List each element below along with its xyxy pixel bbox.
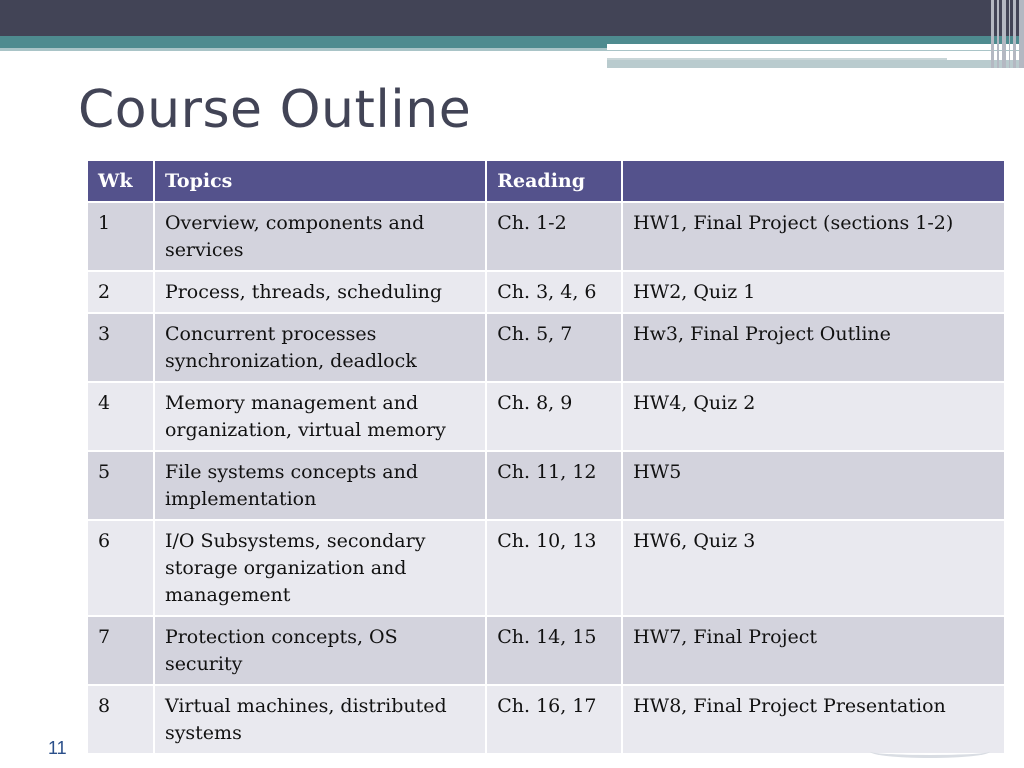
table-header-row xyxy=(87,160,1005,202)
header-band-gap xyxy=(607,44,1024,50)
cell-week: 1 xyxy=(87,202,154,271)
column-header-reading: Reading xyxy=(486,160,622,202)
header-band-right-strip xyxy=(607,51,947,60)
header-band-dark xyxy=(0,0,1024,36)
cell-assignment: HW1, Final Project (sections 1-2) xyxy=(622,202,1005,271)
cell-topic: File systems concepts and implementation xyxy=(154,451,486,520)
cell-reading: Ch. 10, 13 xyxy=(486,520,622,616)
cell-week: 7 xyxy=(87,616,154,685)
cell-reading: Ch. 1-2 xyxy=(486,202,622,271)
cell-assignment: Hw3, Final Project Outline xyxy=(622,313,1005,382)
cell-reading: Ch. 16, 17 xyxy=(486,685,622,754)
cell-reading: Ch. 3, 4, 6 xyxy=(486,271,622,313)
table-row xyxy=(87,202,1005,271)
cell-reading: Ch. 11, 12 xyxy=(486,451,622,520)
table-row xyxy=(87,616,1005,685)
slide-page-number: 11 xyxy=(48,738,67,758)
cell-assignment: HW6, Quiz 3 xyxy=(622,520,1005,616)
column-header-topics: Topics xyxy=(154,160,486,202)
table-row xyxy=(87,382,1005,451)
cell-week: 3 xyxy=(87,313,154,382)
cell-reading: Ch. 14, 15 xyxy=(486,616,622,685)
cell-topic: Memory management and organization, virtual memory xyxy=(154,382,486,451)
corner-accent xyxy=(870,745,990,758)
cell-assignment: HW2, Quiz 1 xyxy=(622,271,1005,313)
cell-week: 2 xyxy=(87,271,154,313)
column-header-assignments xyxy=(622,160,1005,202)
cell-topic: Virtual machines, distributed systems xyxy=(154,685,486,754)
cell-assignment: HW7, Final Project xyxy=(622,616,1005,685)
cell-topic: Process, threads, scheduling xyxy=(154,271,486,313)
cell-topic: I/O Subsystems, secondary storage organization and management xyxy=(154,520,486,616)
cell-week: 5 xyxy=(87,451,154,520)
column-header-week: Wk xyxy=(87,160,154,202)
table-row xyxy=(87,520,1005,616)
cell-reading: Ch. 8, 9 xyxy=(486,382,622,451)
table-row xyxy=(87,271,1005,313)
cell-topic: Protection concepts, OS security xyxy=(154,616,486,685)
header-band-right-strip-lower xyxy=(607,60,1024,68)
course-outline-table xyxy=(86,159,1006,755)
table-row xyxy=(87,313,1005,382)
cell-week: 8 xyxy=(87,685,154,754)
cell-assignment: HW5 xyxy=(622,451,1005,520)
table-row xyxy=(87,685,1005,754)
page-title: Course Outline xyxy=(78,80,472,140)
cell-assignment: HW8, Final Project Presentation xyxy=(622,685,1005,754)
cell-week: 4 xyxy=(87,382,154,451)
cell-week: 6 xyxy=(87,520,154,616)
cell-assignment: HW4, Quiz 2 xyxy=(622,382,1005,451)
cell-reading: Ch. 5, 7 xyxy=(486,313,622,382)
cell-topic: Overview, components and services xyxy=(154,202,486,271)
table-row xyxy=(87,451,1005,520)
cell-topic: Concurrent processes synchronization, deadlock xyxy=(154,313,486,382)
header-vertical-stripes xyxy=(988,0,1024,68)
